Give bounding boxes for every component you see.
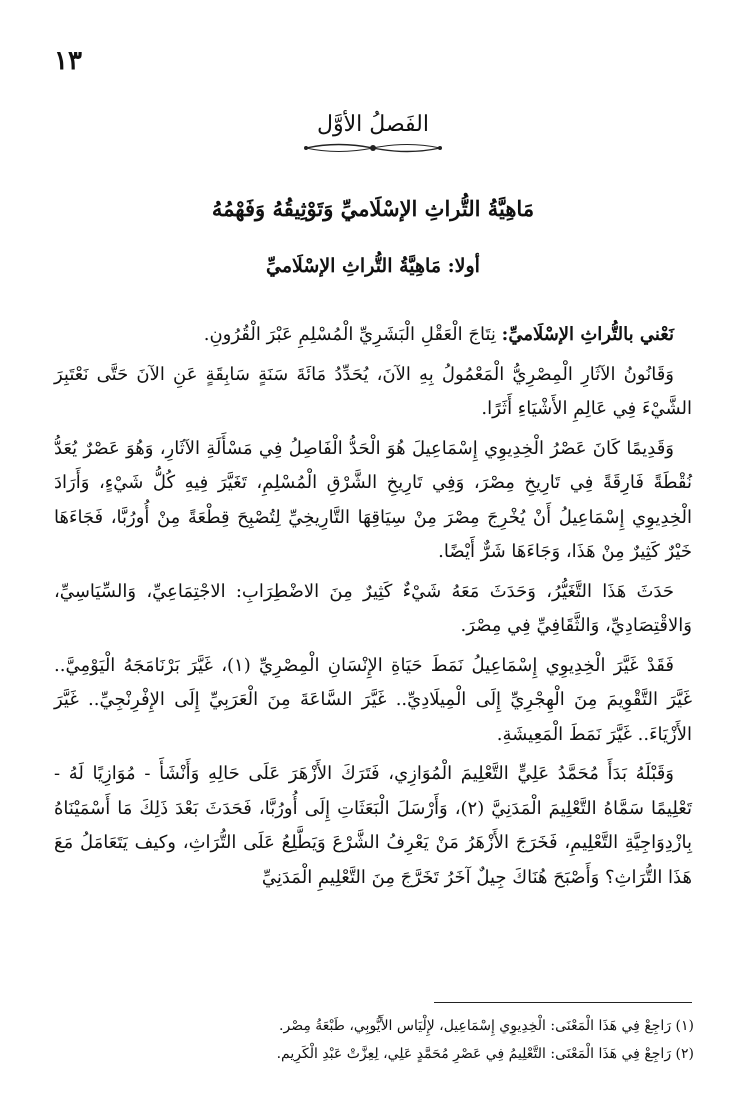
chapter-title: الفَصلُ الأوَّل bbox=[317, 112, 429, 137]
ornament-divider-icon bbox=[298, 139, 448, 157]
paragraph-text: فَقَدْ غَيَّرَ الْخِدِيوِي إِسْمَاعِيلُ نَمَطَ حَيَاةِ الإِنْسَانِ الْمِصْرِيِّ (١)، غَيَّرَ بَرْنَامَجَهُ الْيَوْمِيَّ.. غَيَّرَ التَّقْوِيمَ مِنَ الْهِجْرِيِّ إِلَى الْمِيلَادِيِّ.. غَيَّرَ السَّاعَةَ مِنَ الْعَرَبِيِّ إِلَى الإِفْرِنْجِيِّ.. غَيَّرَ الأَزْيَاءَ.. غَيَّرَ نَمَطَ الْمَعِيشَةِ. bbox=[54, 654, 692, 745]
chapter-heading bbox=[0, 112, 746, 157]
footnote: (٢) رَاجِعْ فِي هَذَا الْمَعْنَى: التَّعْلِيمُ فِي عَصْرِ مُحَمَّدٍ عَلِي، لِعِزَّتْ عَبْدِ الْكَرِيم. bbox=[276, 1046, 694, 1062]
paragraph bbox=[54, 757, 692, 895]
paragraph bbox=[54, 649, 692, 753]
paragraph-lead: نَعْني بالتُّراثِ الإسْلَاميِّ: bbox=[501, 324, 674, 345]
paragraph bbox=[54, 318, 692, 353]
section-title: أولا: مَاهِيَّةُ التُّراثِ الإسْلَاميِّ bbox=[266, 255, 480, 277]
paragraph-text: حَدَثَ هَذَا التَّغَيُّرُ، وَحَدَثَ مَعَهُ شَيْءٌ كَثِيرٌ مِنَ الاضْطِرَابِ: الاجْتِمَاعِيِّ، وَالسِّيَاسِيِّ، وَالاقْتِصَادِيِّ، وَالثَّقَافِيِّ فِي مِصْرَ. bbox=[54, 580, 692, 636]
footnote-divider bbox=[434, 1002, 692, 1003]
footnotes bbox=[54, 1012, 694, 1068]
page-number: ١٣ bbox=[54, 46, 82, 76]
paragraph-text: نِتَاجَ الْعَقْلِ الْبَشَرِيِّ الْمُسْلِمِ عَبْرَ الْقُرُونِ. bbox=[203, 324, 502, 345]
paragraph-text: وَقَانُونُ الآثَارِ الْمِصْرِيُّ الْمَعْمُولُ بِهِ الآنَ، يُحَدِّدُ مَائَةَ سَنَةٍ سَابِقَةٍ عَنِ الآنَ حَتَّى نَعْتَبِرَ الشَّيْءَ فِي عَالِمِ الأَشْيَاءِ أَثَرًا. bbox=[54, 363, 692, 419]
body-text bbox=[54, 318, 692, 900]
paragraph-text: وَقَبْلَهُ بَدَأَ مُحَمَّدُ عَلِيٍّ التَّعْلِيمَ الْمُوَازِي، فَتَرَكَ الأَزْهَرَ عَلَى حَالِهِ وَأَنْشَأَ - مُوَازِيًا لَهُ - تَعْلِيمًا سَمَّاهُ التَّعْلِيمَ الْمَدَنِيَّ (٢)، وَأَرْسَلَ الْبَعَثَاتِ إِلَى أُورُبَّا، فَحَدَثَ بَعْدَ ذَلِكَ مَا أَسْمَيْنَاهُ بِازْدِوَاجِيَّةِ التَّعْلِيمِ، فَخَرَجَ الأَزْهَرُ مَنْ يَعْرِفُ الشَّرْعَ وَيَطَّلِعُ عَلَى التُّرَاثِ، وكيف يَتَعَامَلُ مَعَ هَذَا التُّرَاثِ؟ وَأَصْبَحَ هُنَاكَ جِيلٌ آخَرُ تَخَرَّجَ مِنَ التَّعْلِيمِ الْمَدَنِيِّ bbox=[54, 763, 692, 888]
footnote: (١) رَاجِعْ فِي هَذَا الْمَعْنَى: الْخِدِيوِي إِسْمَاعِيل، لإِلْيَاس الأَيُّوبِي، طَبْعَةُ مِصْر. bbox=[279, 1018, 694, 1034]
paragraph bbox=[54, 358, 692, 427]
paragraph bbox=[54, 575, 692, 644]
paragraph bbox=[54, 432, 692, 570]
paragraph-text: وَقَدِيمًا كَانَ عَصْرُ الْخِدِيوِي إِسْمَاعِيلَ هُوَ الْحَدُّ الْفَاصِلُ فِي مَسْأَلَةِ الآثَارِ، وَهُوَ عَصْرٌ يُعَدُّ نُقْطَةً فَارِقَةً فِي تَارِيخِ مِصْرَ، وَفِي تَارِيخِ الشَّرْقِ الْمُسْلِمِ، تَغَيَّرَ فِيهِ كُلُّ شَيْءٍ، وَأَرَادَ الْخِدِيوِي إِسْمَاعِيلُ أَنْ يُخْرِجَ مِصْرَ مِنْ سِيَاقِهَا التَّارِيخِيِّ لِتُصْبِحَ قِطْعَةً مِنْ أُورُبَّا، فَجَاءَهَا خَيْرٌ كَثِيرٌ مِنْ هَذَا، وَجَاءَهَا شَرٌّ أَيْضًا. bbox=[54, 437, 692, 562]
main-title: مَاهِيَّةُ التُّراثِ الإسْلَاميِّ وَتَوْثِيقُهُ وَفَهْمُهُ bbox=[211, 196, 535, 221]
